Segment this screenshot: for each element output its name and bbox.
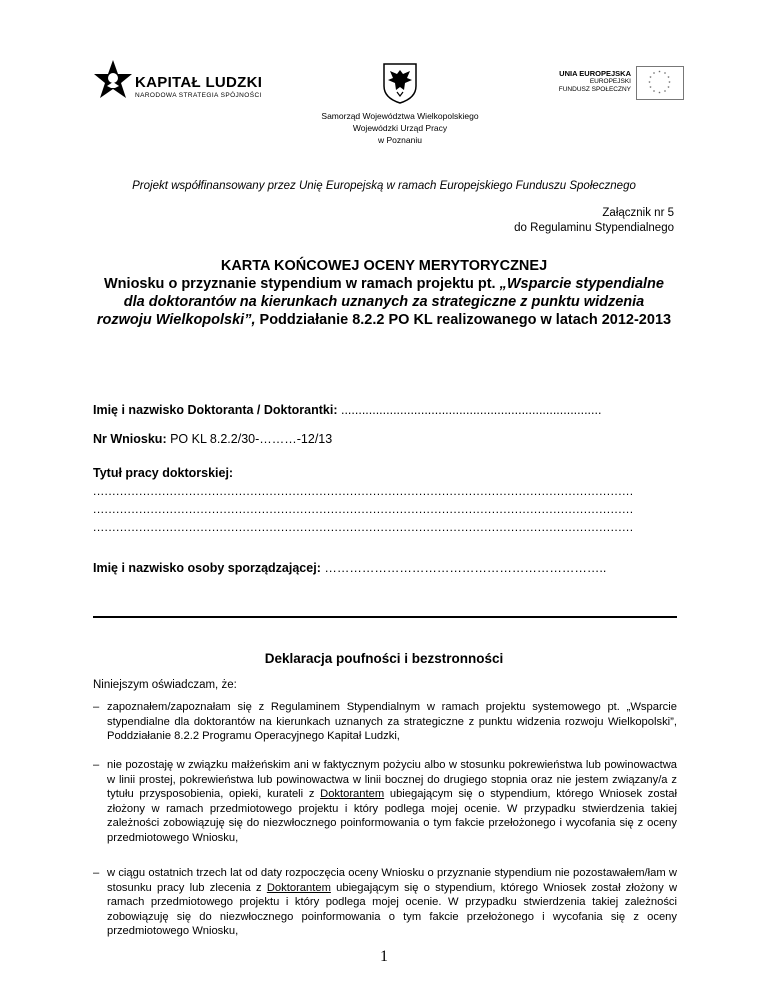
title-line-2: [95, 275, 673, 329]
kapital-ludzki-logo: [93, 58, 268, 108]
annex-regulation: do Regulaminu Stypendialnego: [514, 222, 674, 234]
thesis-title-field: [93, 466, 233, 480]
annex-reference: [514, 206, 674, 236]
preparer-name-value: …………………………………………………………..: [324, 561, 607, 575]
title-line-1: KARTA KOŃCOWEJ OCENY MERYTORYCZNEJ: [220, 258, 548, 274]
svg-text:*: *: [668, 80, 671, 86]
declaration-item: [93, 758, 677, 846]
declaration-intro: Niniejszym oświadczam, że:: [93, 679, 237, 691]
item-3-underlined: Doktorantem: [266, 881, 331, 894]
thesis-line-2: .............................................................................................................................................: [93, 502, 634, 516]
application-number-row: [93, 432, 332, 446]
item-3-part-a: w ciągu ostatnich trzech lat od daty rozpoczęcia oceny Wniosku o przyznanie stypendium nie pozostawałem/łam w stosunku pracy lub zlecenia z: [107, 867, 677, 894]
item-3-part-b: ubiegającym się o stypendium, którego Wniosek został złożony w ramach przedmiotowego projektu i który podlega mojej ocenie. W przypadku stwierdzenia takiej zależności zobowiązuję się do niezwłocznego poinformowania o tym fakcie przełożonego i wycofania się z oceny przedmiotowego Wniosku,: [107, 881, 678, 938]
title-project-name: „Wsparcie stypendialne dla doktorantów na kierunkach uznanych za strategiczne z punktu widzenia rozwoju Wielkopolski”,: [96, 276, 664, 328]
declaration-item: [93, 866, 677, 939]
eu-line-1: UNIA EUROPEJSKA: [559, 69, 631, 78]
kapital-ludzki-subtitle: NARODOWA STRATEGIA SPÓJNOŚCI: [135, 92, 262, 99]
declaration-item: [93, 700, 677, 744]
preparer-name-label: Imię i nazwisko osoby sporządzającej:: [93, 561, 321, 575]
thesis-line-1: .............................................................................................................................................: [93, 484, 634, 498]
applicant-name-label: Imię i nazwisko Doktoranta / Doktorantki:: [93, 403, 338, 417]
application-number-label: Nr Wniosku:: [93, 432, 167, 446]
svg-text:*: *: [653, 71, 655, 77]
declaration-item-3-text: [107, 866, 677, 939]
bullet-dash: –: [93, 867, 100, 879]
svg-text:*: *: [649, 85, 652, 91]
kapital-ludzki-star-icon: [93, 58, 133, 104]
svg-text:*: *: [658, 91, 661, 96]
svg-text:*: *: [649, 75, 652, 81]
declaration-item-2-text: [107, 758, 677, 846]
item-2-underlined: Doktorantem: [320, 788, 385, 801]
declaration-heading: Deklaracja poufności i bezstronności: [264, 651, 504, 666]
svg-text:*: *: [664, 71, 666, 77]
wup-line-3: w Poznaniu: [378, 135, 422, 145]
annex-number: Załącznik nr 5: [602, 207, 674, 219]
bullet-dash: –: [93, 759, 100, 771]
svg-text:*: *: [667, 75, 670, 81]
eu-line-3: FUNDUSZ SPOŁECZNY: [558, 86, 631, 93]
wup-caption: [250, 110, 550, 146]
declaration-item-1-text: zapoznałem/zapoznałam się z Regulaminem Stypendialnym w ramach projektu systemowego pt. „Wsparcie stypendialne dla doktorantów na kierunkach uznanych za strategiczne z punktu widzenia rozwoju Wielkopolski”, Poddziałanie 8.2.2 Programu Operacyjnego Kapitał Ludzki,: [107, 701, 677, 743]
page-number: 1: [380, 948, 388, 965]
svg-text:*: *: [664, 89, 666, 95]
section-divider: [93, 616, 677, 618]
item-2-part-a: nie pozostaję w związku małżeńskim ani w faktycznym pożyciu albo w stosunku pokrewieństwa lub powinowactwa w linii prostej, pokrewieństwa lub powinowactwa w linii bocznej do drugiego stopnia oraz nie jestem związany/a z tytułu przysposobienia, opieki, kurateli z: [107, 759, 677, 801]
svg-text:*: *: [653, 89, 655, 95]
title-line-tail: Poddziałanie 8.2.2 PO KL realizowanego w latach 2012-2013: [259, 312, 672, 328]
applicant-name-field: [93, 403, 601, 417]
item-2-part-b: ubiegającym się o stypendium, którego Wniosek został złożony w ramach przedmiotowego projektu i który podlega mojej ocenie. W przypadku stwierdzenia takiej zależności zobowiązuję się do niezwłocznego poinformowania o tym fakcie przełożonego i wycofania się z oceny przedmiotowego Wniosku,: [107, 788, 678, 844]
svg-text:*: *: [667, 85, 670, 91]
wup-line-2: Wojewódzki Urząd Pracy: [352, 123, 448, 133]
eu-logo-text: [540, 70, 631, 94]
preparer-name-field: [93, 561, 606, 575]
kapital-ludzki-title: KAPITAŁ LUDZKI: [135, 74, 263, 91]
applicant-name-value: ...........................................................................: [340, 403, 602, 417]
eagle-coat-of-arms-icon: [382, 62, 418, 104]
wup-line-1: Samorząd Województwa Wielkopolskiego: [321, 111, 479, 121]
svg-text:*: *: [648, 80, 651, 86]
cofinanced-statement: Projekt współfinansowany przez Unię Europejską w ramach Europejskiego Funduszu Społecznego: [132, 180, 636, 192]
application-number-value: PO KL 8.2.2/30-………-12/13: [170, 432, 333, 446]
eu-line-2: EUROPEJSKI: [589, 78, 631, 85]
thesis-title-label: Tytuł pracy doktorskiej:: [93, 466, 234, 480]
document-title: [95, 257, 673, 329]
svg-text:*: *: [658, 70, 661, 75]
eu-flag-icon: [636, 66, 684, 100]
thesis-line-3: .............................................................................................................................................: [93, 520, 634, 534]
title-line-2-text: Wniosku o przyznanie stypendium w ramach projektu pt.: [104, 276, 496, 292]
bullet-dash: –: [93, 701, 100, 713]
